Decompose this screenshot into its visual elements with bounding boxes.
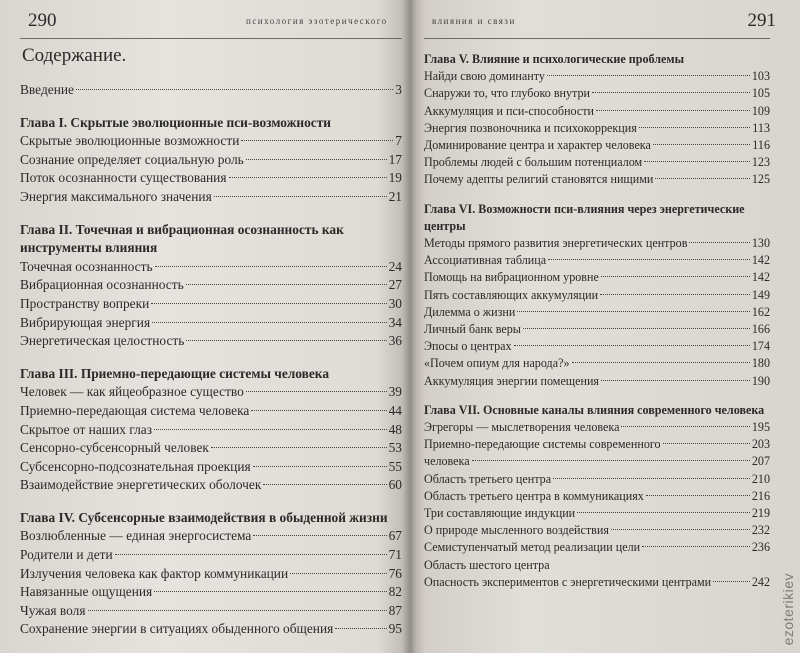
watermark: ezoterikiev bbox=[780, 572, 796, 645]
toc-entry-page: 142 bbox=[751, 253, 770, 268]
toc-entry-title: Эпосы о центрах bbox=[424, 339, 512, 354]
toc-entry[interactable] bbox=[20, 439, 402, 458]
toc-entry-page: 39 bbox=[388, 384, 402, 400]
leader-dots bbox=[115, 554, 387, 555]
toc-entry-page: 149 bbox=[751, 287, 770, 302]
toc-entry-page: 166 bbox=[751, 322, 770, 337]
chapter-heading: Глава II. Точечная и вибрационная осознанность как инструменты влияния bbox=[20, 221, 344, 256]
toc-entry-title: Вибрирующая энергия bbox=[20, 314, 151, 330]
toc-entry-page: 216 bbox=[751, 488, 770, 503]
toc-entry[interactable] bbox=[20, 421, 402, 440]
toc-entry[interactable] bbox=[20, 169, 402, 188]
toc-entry-page: 219 bbox=[751, 506, 770, 521]
leader-dots bbox=[76, 89, 393, 90]
toc-entry[interactable] bbox=[20, 527, 402, 546]
toc-entry-title: Область шестого центра bbox=[424, 557, 550, 572]
toc-entry-title: Приемно-передающие системы современного bbox=[424, 437, 661, 452]
toc-entry-page: 162 bbox=[751, 304, 770, 319]
toc-entry-page: 236 bbox=[751, 540, 770, 555]
leader-dots bbox=[577, 512, 750, 513]
leader-dots bbox=[663, 443, 750, 444]
right-page-number: 291 bbox=[747, 10, 776, 31]
leader-dots bbox=[600, 294, 750, 295]
toc-entry-intro[interactable] bbox=[20, 81, 402, 100]
toc-entry-page: 87 bbox=[388, 602, 402, 618]
right-page bbox=[410, 0, 800, 653]
toc-entry-page: 48 bbox=[388, 421, 402, 437]
chapter-heading: Глава IV. Субсенсорные взаимодействия в обыденной жизни bbox=[20, 509, 388, 525]
toc-entry[interactable] bbox=[20, 402, 402, 421]
toc-entry-title: Взаимодействие энергетических оболочек bbox=[20, 477, 262, 493]
toc-entry-title: Личный банк веры bbox=[424, 322, 521, 337]
toc-entry-page: 44 bbox=[388, 402, 402, 418]
toc-entry[interactable] bbox=[424, 419, 770, 436]
leader-dots bbox=[572, 362, 750, 363]
toc-entry[interactable] bbox=[424, 574, 770, 591]
toc-entry-page: 174 bbox=[751, 339, 770, 354]
toc-entry-title: Сознание определяет социальную роль bbox=[20, 151, 244, 167]
toc-entry-page: 130 bbox=[751, 236, 770, 251]
leader-dots bbox=[523, 328, 750, 329]
toc-entry[interactable] bbox=[20, 602, 402, 621]
toc-entry[interactable] bbox=[424, 137, 770, 154]
toc-entry[interactable] bbox=[20, 295, 402, 314]
toc-entry[interactable] bbox=[424, 488, 770, 505]
leader-dots bbox=[611, 529, 750, 530]
leader-dots bbox=[646, 495, 750, 496]
toc-entry-title: Найди свою доминанту bbox=[424, 69, 545, 84]
leader-dots bbox=[653, 144, 750, 145]
toc-entry-page: 76 bbox=[388, 565, 402, 581]
toc-entry[interactable] bbox=[424, 103, 770, 120]
toc-entry[interactable] bbox=[424, 120, 770, 137]
toc-entry[interactable] bbox=[424, 252, 770, 269]
toc-entry-page: 30 bbox=[388, 295, 402, 311]
toc-entry[interactable] bbox=[424, 505, 770, 522]
toc-entry-page: 71 bbox=[388, 547, 402, 563]
toc-entry-title: Пять составляющих аккумуляции bbox=[424, 287, 599, 302]
left-chapter-list bbox=[20, 114, 402, 639]
toc-entry-title: Скрытые эволюционные возможности bbox=[20, 133, 240, 149]
leader-dots bbox=[713, 581, 750, 582]
leader-dots bbox=[601, 380, 750, 381]
toc-entry-title: Чужая воля bbox=[20, 602, 86, 618]
toc-entry-page: 242 bbox=[751, 574, 770, 589]
toc-entry[interactable] bbox=[424, 287, 770, 304]
toc-entry[interactable] bbox=[424, 321, 770, 338]
leader-dots bbox=[154, 429, 387, 430]
toc-entry-page: 232 bbox=[751, 523, 770, 538]
toc-entry[interactable] bbox=[20, 276, 402, 295]
toc-entry[interactable] bbox=[20, 188, 402, 207]
toc-entry[interactable] bbox=[20, 332, 402, 351]
chapter-heading: Глава V. Влияние и психологические проблемы bbox=[424, 52, 685, 66]
leader-dots bbox=[253, 535, 386, 536]
toc-entry-title: Сохранение энергии в ситуациях обыденного общения bbox=[20, 621, 334, 637]
toc-entry[interactable] bbox=[20, 314, 402, 333]
toc-entry[interactable] bbox=[424, 304, 770, 321]
toc-entry-title: Семиступенчатый метод реализации цели bbox=[424, 540, 641, 555]
toc-entry-title: Энергетическая целостность bbox=[20, 333, 185, 349]
toc-entry[interactable] bbox=[424, 154, 770, 171]
chapter-heading: Глава III. Приемно-передающие системы человека bbox=[20, 365, 330, 381]
toc-entry[interactable] bbox=[424, 522, 770, 539]
toc-entry-page: 210 bbox=[751, 471, 770, 486]
leader-dots bbox=[186, 284, 387, 285]
right-chapter-list bbox=[424, 51, 770, 591]
toc-entry-title: человека bbox=[424, 454, 470, 469]
toc-entry[interactable] bbox=[424, 171, 770, 188]
toc-entry[interactable] bbox=[424, 539, 770, 556]
leader-dots bbox=[88, 610, 387, 611]
toc-entry-page: 142 bbox=[751, 270, 770, 285]
leader-dots bbox=[639, 127, 751, 128]
toc-entry-title: Аккумуляция энергии помещения bbox=[424, 373, 599, 388]
leader-dots bbox=[241, 140, 393, 141]
toc-entry-title: Почему адепты религий становятся нищими bbox=[424, 172, 654, 187]
toc-entry-title: Излучения человека как фактор коммуникации bbox=[20, 565, 289, 581]
chapter-heading: Глава VI. Возможности пси-влияния через энергетические центры bbox=[424, 201, 745, 233]
toc-entry-title: Поток осознанности существования bbox=[20, 170, 227, 186]
left-running-title: психология эзотерического bbox=[246, 16, 388, 26]
leader-dots bbox=[553, 478, 750, 479]
toc-entry[interactable] bbox=[20, 258, 402, 277]
leader-dots bbox=[151, 303, 386, 304]
toc-entry-page: 180 bbox=[751, 356, 770, 371]
toc-entry-title: Методы прямого развития энергетических центров bbox=[424, 236, 688, 251]
toc-entry[interactable] bbox=[424, 338, 770, 355]
toc-entry-title: Энергия позвоночника и психокоррекция bbox=[424, 120, 637, 135]
toc-entry[interactable] bbox=[20, 383, 402, 402]
toc-entry-title: Ассоциативная таблица bbox=[424, 253, 547, 268]
leader-dots bbox=[246, 391, 387, 392]
toc-entry[interactable] bbox=[20, 583, 402, 602]
leader-dots bbox=[154, 591, 386, 592]
toc-entry-title: Скрытое от наших глаз bbox=[20, 421, 153, 437]
toc-entry-title: Пространству вопреки bbox=[20, 295, 150, 311]
leader-dots bbox=[251, 410, 386, 411]
toc-entry-title: Вибрационная осознанность bbox=[20, 277, 184, 293]
leader-dots bbox=[246, 159, 387, 160]
toc-entry-page: 67 bbox=[388, 528, 402, 544]
toc-entry-page: 109 bbox=[751, 103, 770, 118]
toc-entry-page: 113 bbox=[752, 120, 770, 135]
leader-dots bbox=[152, 322, 386, 323]
toc-entry-page: 34 bbox=[388, 314, 402, 330]
toc-entry[interactable] bbox=[424, 269, 770, 286]
toc-entry-title: Родители и дети bbox=[20, 547, 113, 563]
chapter-heading: Глава VII. Основные каналы влияния современного человека bbox=[424, 402, 765, 417]
toc-entry-page: 125 bbox=[751, 172, 770, 187]
toc-entry-page: 95 bbox=[388, 621, 402, 637]
leader-dots bbox=[229, 177, 387, 178]
toc-entry[interactable] bbox=[424, 453, 770, 470]
toc-entry[interactable] bbox=[20, 458, 402, 477]
toc-entry-title: Помощь на вибрационном уровне bbox=[424, 270, 599, 285]
toc-entry-title: Энергия максимального значения bbox=[20, 188, 212, 204]
toc-entry-page: 27 bbox=[388, 277, 402, 293]
leader-dots bbox=[689, 242, 749, 243]
toc-entry[interactable] bbox=[424, 471, 770, 488]
toc-entry[interactable] bbox=[424, 85, 770, 102]
chapter-heading: Глава I. Скрытые эволюционные пси-возможности bbox=[20, 114, 332, 130]
toc-entry[interactable] bbox=[20, 476, 402, 495]
leader-dots bbox=[514, 345, 750, 346]
leader-dots bbox=[214, 196, 387, 197]
toc-entry-title: О природе мысленного воздействия bbox=[424, 523, 609, 538]
toc-entry-page: 36 bbox=[388, 333, 402, 349]
toc-entry[interactable] bbox=[424, 235, 770, 252]
leader-dots bbox=[186, 340, 386, 341]
leader-dots bbox=[655, 178, 750, 179]
toc-entry[interactable] bbox=[424, 557, 770, 574]
toc-entry[interactable] bbox=[424, 68, 770, 85]
toc-entry-title: Дилемма о жизни bbox=[424, 304, 516, 319]
toc-entry-page: 82 bbox=[388, 584, 402, 600]
leader-dots bbox=[644, 161, 750, 162]
toc-entry-page: 190 bbox=[751, 373, 770, 388]
toc-entry-title: Снаружи то, что глубоко внутри bbox=[424, 86, 591, 101]
leader-dots bbox=[155, 266, 387, 267]
toc-entry-title: Субсенсорно-подсознательная проекция bbox=[20, 458, 251, 474]
toc-entry-title: «Почем опиум для народа?» bbox=[424, 356, 570, 371]
toc-entry-title: Сенсорно-субсенсорный человек bbox=[20, 440, 209, 456]
toc-entry-page: 17 bbox=[388, 151, 402, 167]
leader-dots bbox=[211, 447, 387, 448]
toc-entry-title: Доминирование центра и характер человека bbox=[424, 138, 651, 153]
leader-dots bbox=[335, 628, 386, 629]
right-running-head bbox=[424, 0, 776, 39]
toc-entry-title: Точечная осознанность bbox=[20, 258, 153, 274]
leader-dots bbox=[601, 276, 750, 277]
leader-dots bbox=[596, 110, 750, 111]
toc-entry-title: Человек — как яйцеобразное существо bbox=[20, 384, 244, 400]
leader-dots bbox=[592, 92, 750, 93]
toc-entry-page: 195 bbox=[751, 420, 770, 435]
leader-dots bbox=[290, 573, 386, 574]
toc-entry-title: Опасность экспериментов с энергетическими центрами bbox=[424, 574, 712, 589]
toc-entry-title: Область третьего центра bbox=[424, 471, 552, 486]
toc-entry-page: 19 bbox=[388, 170, 402, 186]
toc-entry[interactable] bbox=[424, 436, 770, 453]
toc-entry-page: 55 bbox=[388, 458, 402, 474]
toc-entry[interactable] bbox=[20, 546, 402, 565]
toc-entry-page: 21 bbox=[388, 188, 402, 204]
toc-entry-title: Область третьего центра в коммуникациях bbox=[424, 488, 644, 503]
leader-dots bbox=[263, 484, 386, 485]
left-page-number: 290 bbox=[28, 10, 57, 31]
toc-entry-page: 123 bbox=[751, 155, 770, 170]
toc-entry-page: 207 bbox=[751, 454, 770, 469]
contents-title: Содержание. bbox=[22, 45, 127, 66]
toc-entry-page: 53 bbox=[388, 440, 402, 456]
toc-entry-page: 60 bbox=[388, 477, 402, 493]
toc-entry-title: Три составляющие индукции bbox=[424, 506, 576, 521]
toc-entry-page: 24 bbox=[388, 258, 402, 274]
toc-entry[interactable] bbox=[20, 151, 402, 170]
toc-entry-page: 203 bbox=[751, 437, 770, 452]
toc-entry-page: 116 bbox=[752, 138, 770, 153]
book-gutter bbox=[402, 0, 416, 653]
leader-dots bbox=[472, 460, 750, 461]
leader-dots bbox=[253, 466, 387, 467]
leader-dots bbox=[517, 311, 750, 312]
toc-entry[interactable] bbox=[20, 565, 402, 584]
toc-entry-title: Приемно-передающая система человека bbox=[20, 402, 250, 418]
toc-entry[interactable] bbox=[20, 620, 402, 639]
toc-entry-title: Эгрегоры — мыслетворения человека bbox=[424, 420, 620, 435]
leader-dots bbox=[548, 259, 750, 260]
toc-entry-page: 103 bbox=[751, 69, 770, 84]
toc-entry-title: Проблемы людей с большим потенциалом bbox=[424, 155, 643, 170]
toc-entry-title: Аккумуляция и пси-способности bbox=[424, 103, 595, 118]
left-running-head bbox=[20, 0, 402, 39]
toc-entry[interactable] bbox=[424, 355, 770, 372]
right-running-title: влияния и связи bbox=[432, 16, 516, 26]
toc-entry-page: 3 bbox=[395, 82, 402, 97]
toc-entry[interactable] bbox=[424, 373, 770, 390]
toc-entry-title: Навязанные ощущения bbox=[20, 584, 153, 600]
toc-entry-title: Введение bbox=[20, 82, 74, 97]
leader-dots bbox=[547, 75, 750, 76]
leader-dots bbox=[621, 426, 749, 427]
toc-entry-page: 105 bbox=[751, 86, 770, 101]
toc-entry-page: 7 bbox=[395, 133, 402, 149]
leader-dots bbox=[642, 546, 750, 547]
toc-entry-title: Возлюбленные — единая энергосистема bbox=[20, 528, 252, 544]
toc-entry[interactable] bbox=[20, 132, 402, 151]
